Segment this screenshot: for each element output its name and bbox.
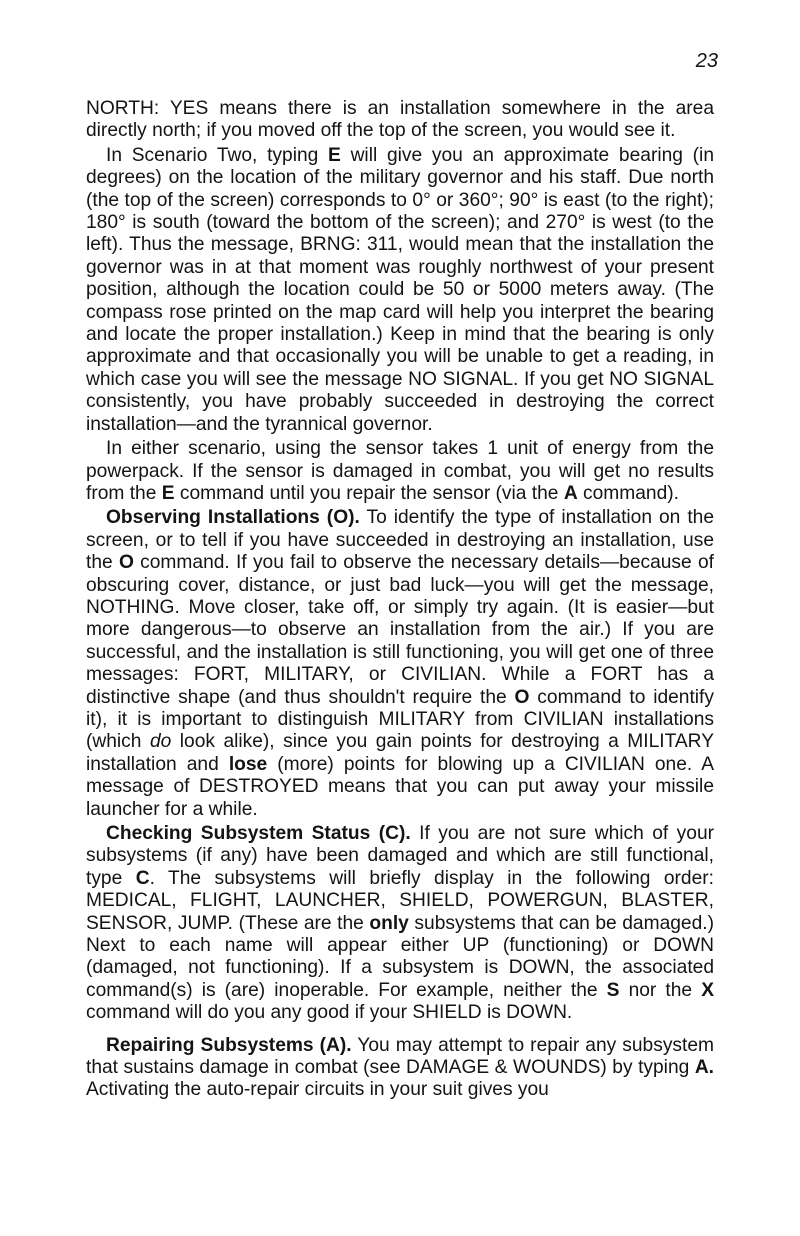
text-run: command to identify it), it is important to distinguish MILITARY from CIVILIAN installations (which (86, 686, 714, 753)
bold-run: S (606, 979, 620, 1001)
text-run: NORTH: YES means there is an installation somewhere in the area directly north; if you moved off the top of the screen, you would see it. (86, 98, 714, 142)
text-run: In Scenario Two, typing (106, 144, 329, 166)
text-run: look alike), since you gain points for destroying a MILITARY installation and (86, 731, 714, 775)
bold-run: lose (228, 753, 268, 775)
text-run: command). (577, 482, 679, 504)
page-number: 23 (695, 50, 718, 72)
text-run: command. If you fail to observe the necessary details—because of obscuring cover, distance, or just bad luck—you will get the message, NOTHING. Move closer, take off, or simply try again. (It is easier—but more dangerous—to observe an installation from the air.) If you are successful, and the installation is still functioning, you will get one of three messages: FORT, MILITARY, or CIVILIAN. While a FORT has a distinctive shape (and thus shouldn't require the (86, 552, 714, 708)
bold-run: E (328, 144, 341, 166)
text-run: . The subsystems will briefly display in the following order: MEDICAL, FLIGHT, LAUNCHER, SHIELD, POWERGUN, BLASTER, SENSOR, JUMP. (These are the (86, 867, 714, 934)
paragraph (86, 98, 714, 143)
paragraph (86, 823, 714, 1025)
text-run: command will do you any good if your SHIELD is DOWN. (86, 1002, 573, 1024)
text-run: If you are not sure which of your subsystems (if any) have been damaged and which are still functional, type (86, 823, 715, 889)
text-run: command until you repair the sensor (via the (174, 482, 564, 504)
paragraph (86, 145, 714, 436)
text-run: (more) points for blowing up a CIVILIAN one. A message of DESTROYED means that you can put away your missile launcher for a while. (86, 753, 715, 820)
bold-run: A (563, 482, 578, 504)
bold-run: only (369, 912, 409, 934)
text-run: In either scenario, using the sensor takes 1 unit of energy from the powerpack. If the sensor is damaged in combat, you will get no results from the (86, 438, 714, 504)
bold-run: Checking Subsystem Status (C). (106, 823, 411, 844)
text-run: To identify the type of installation on the screen, or to tell if you have succeeded in destroying an installation, use the (86, 507, 714, 574)
bold-run: O (118, 552, 134, 574)
bold-run: E (161, 482, 175, 504)
text-run: nor the (619, 979, 702, 1001)
paragraph (86, 1035, 714, 1102)
bold-run: A. (694, 1057, 714, 1079)
body-text (86, 98, 714, 1102)
text-run: subsystems that can be damaged.) Next to each name will appear either UP (functioning) or DOWN (damaged, not functioning). If a subsystem is DOWN, the associated command(s) is (are) inoperable. For example, neither the (86, 912, 714, 1001)
text-run: You may attempt to repair any subsystem that sustains damage in combat (see DAMAGE & WOUNDS) by typing (86, 1034, 714, 1079)
italic-run: do (149, 731, 172, 753)
paragraph (86, 507, 714, 821)
bold-run: X (701, 979, 714, 1001)
text-run: Activating the auto-repair circuits in your suit gives you (86, 1079, 549, 1101)
bold-run: C (135, 867, 150, 889)
bold-run: O (514, 686, 530, 708)
text-run: will give you an approximate bearing (in degrees) on the location of the military governor and his staff. Due north (the top of the screen) corresponds to 0° or 360°; 90° is east (to the right); 180° is south (toward the bottom of the screen); and 270° is west (to the left). Thus the message, BRNG: 311, would mean that the installation the governor was in at that moment was roughly northwest of your present position, although the location could be 50 or 5000 meters away. (The compass rose printed on the map card will help you interpret the bearing and locate the proper installation.) Keep in mind that the bearing is only approximate and that occasionally you will be unable to get a reading, in which case you will see the message NO SIGNAL. If you get NO SIGNAL consistently, you have probably succeeded in destroying the correct installation—and the tyrannical governor. (86, 144, 714, 435)
bold-run: Observing Installations (O). (106, 507, 360, 529)
paragraph (86, 438, 714, 505)
bold-run: Repairing Subsystems (A). (106, 1034, 352, 1056)
